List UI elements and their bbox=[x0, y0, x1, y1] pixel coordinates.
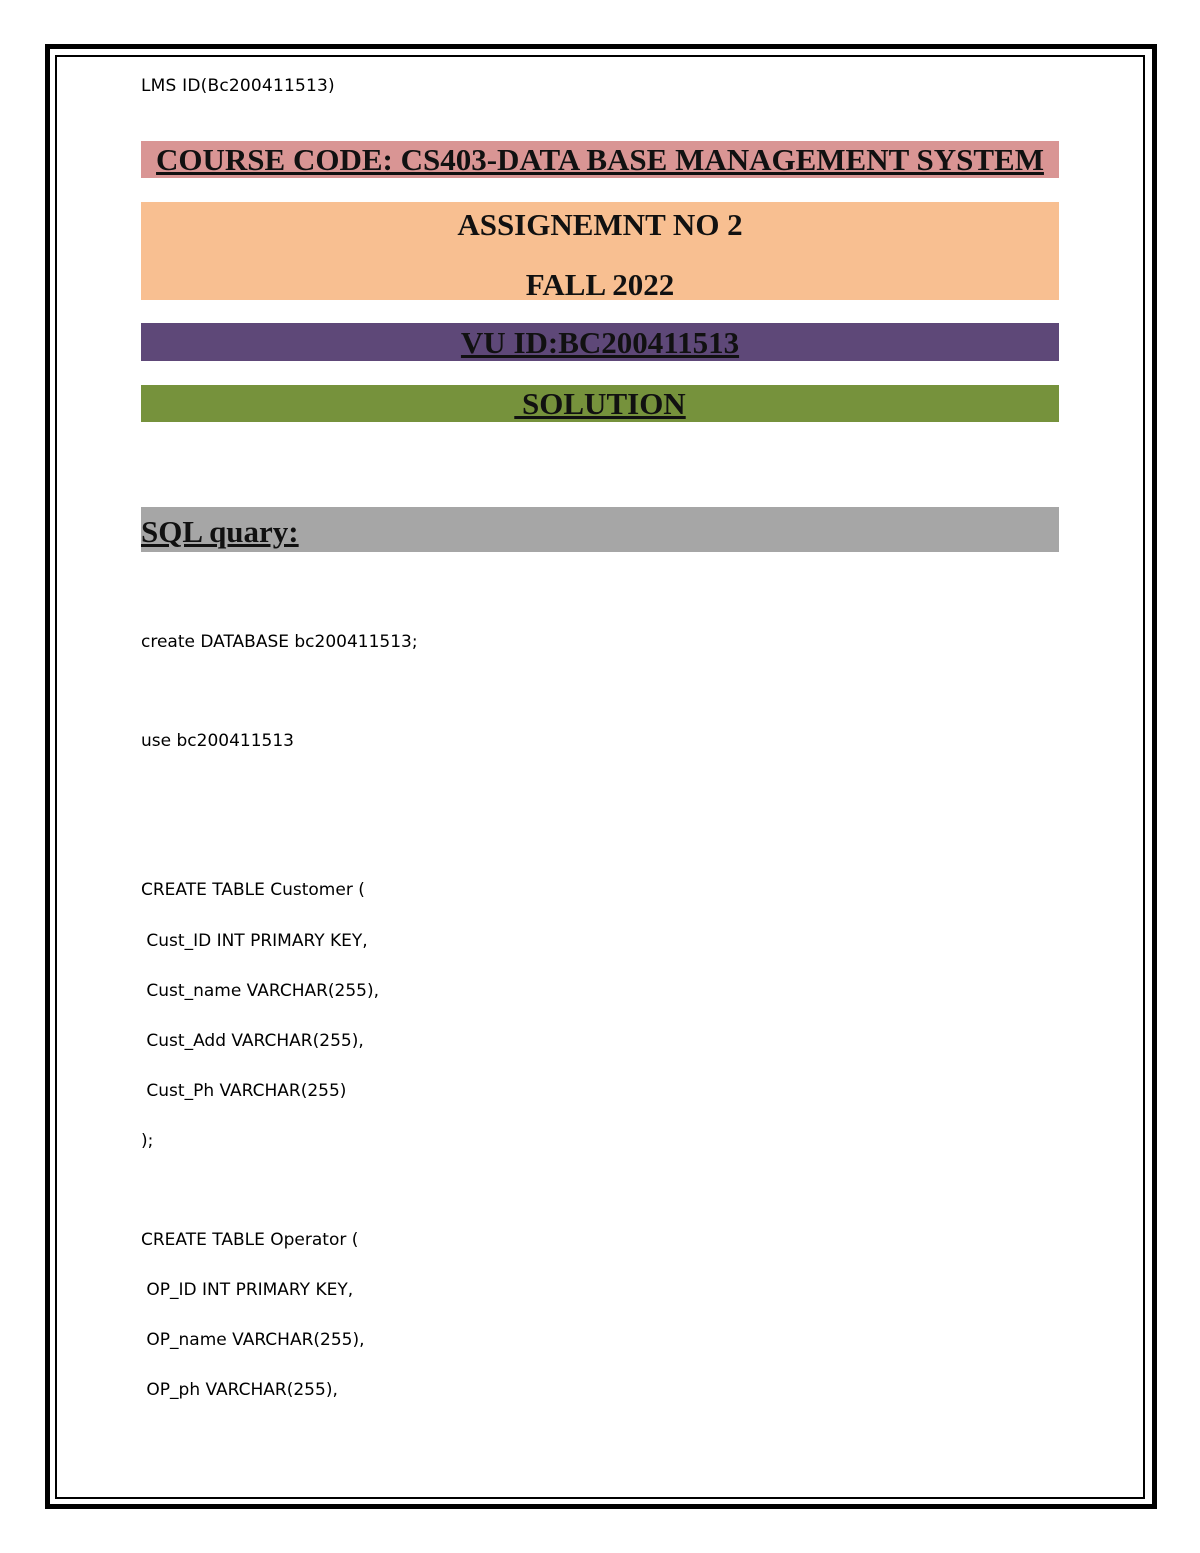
assignment-number: ASSIGNEMNT NO 2 bbox=[457, 207, 743, 242]
code-line: OP_ID INT PRIMARY KEY, bbox=[141, 1280, 354, 1300]
lms-id: LMS ID(Bc200411513) bbox=[141, 76, 335, 96]
code-line: create DATABASE bc200411513; bbox=[141, 632, 418, 652]
code-line: Cust_Add VARCHAR(255), bbox=[141, 1031, 364, 1051]
course-code-band bbox=[141, 141, 1059, 178]
code-line: Cust_Ph VARCHAR(255) bbox=[141, 1081, 347, 1101]
code-line: ); bbox=[141, 1131, 154, 1151]
vu-id: VU ID:BC200411513 bbox=[460, 325, 740, 360]
course-code-title: COURSE CODE: CS403-DATA BASE MANAGEMENT SYSTEM bbox=[156, 142, 1044, 177]
sql-heading: SQL quary: bbox=[141, 507, 1059, 552]
assignment-band bbox=[141, 202, 1059, 300]
code-line: OP_ph VARCHAR(255), bbox=[141, 1380, 338, 1400]
solution-title: SOLUTION bbox=[514, 386, 686, 421]
term: FALL 2022 bbox=[525, 267, 675, 302]
solution-band bbox=[141, 385, 1059, 422]
code-line: Cust_ID INT PRIMARY KEY, bbox=[141, 931, 368, 951]
code-line: use bc200411513 bbox=[141, 731, 294, 751]
code-line: CREATE TABLE Operator ( bbox=[141, 1230, 359, 1250]
code-line: OP_name VARCHAR(255), bbox=[141, 1330, 365, 1350]
vu-id-band bbox=[141, 323, 1059, 361]
code-line: Cust_name VARCHAR(255), bbox=[141, 981, 380, 1001]
code-line: CREATE TABLE Customer ( bbox=[141, 880, 365, 900]
